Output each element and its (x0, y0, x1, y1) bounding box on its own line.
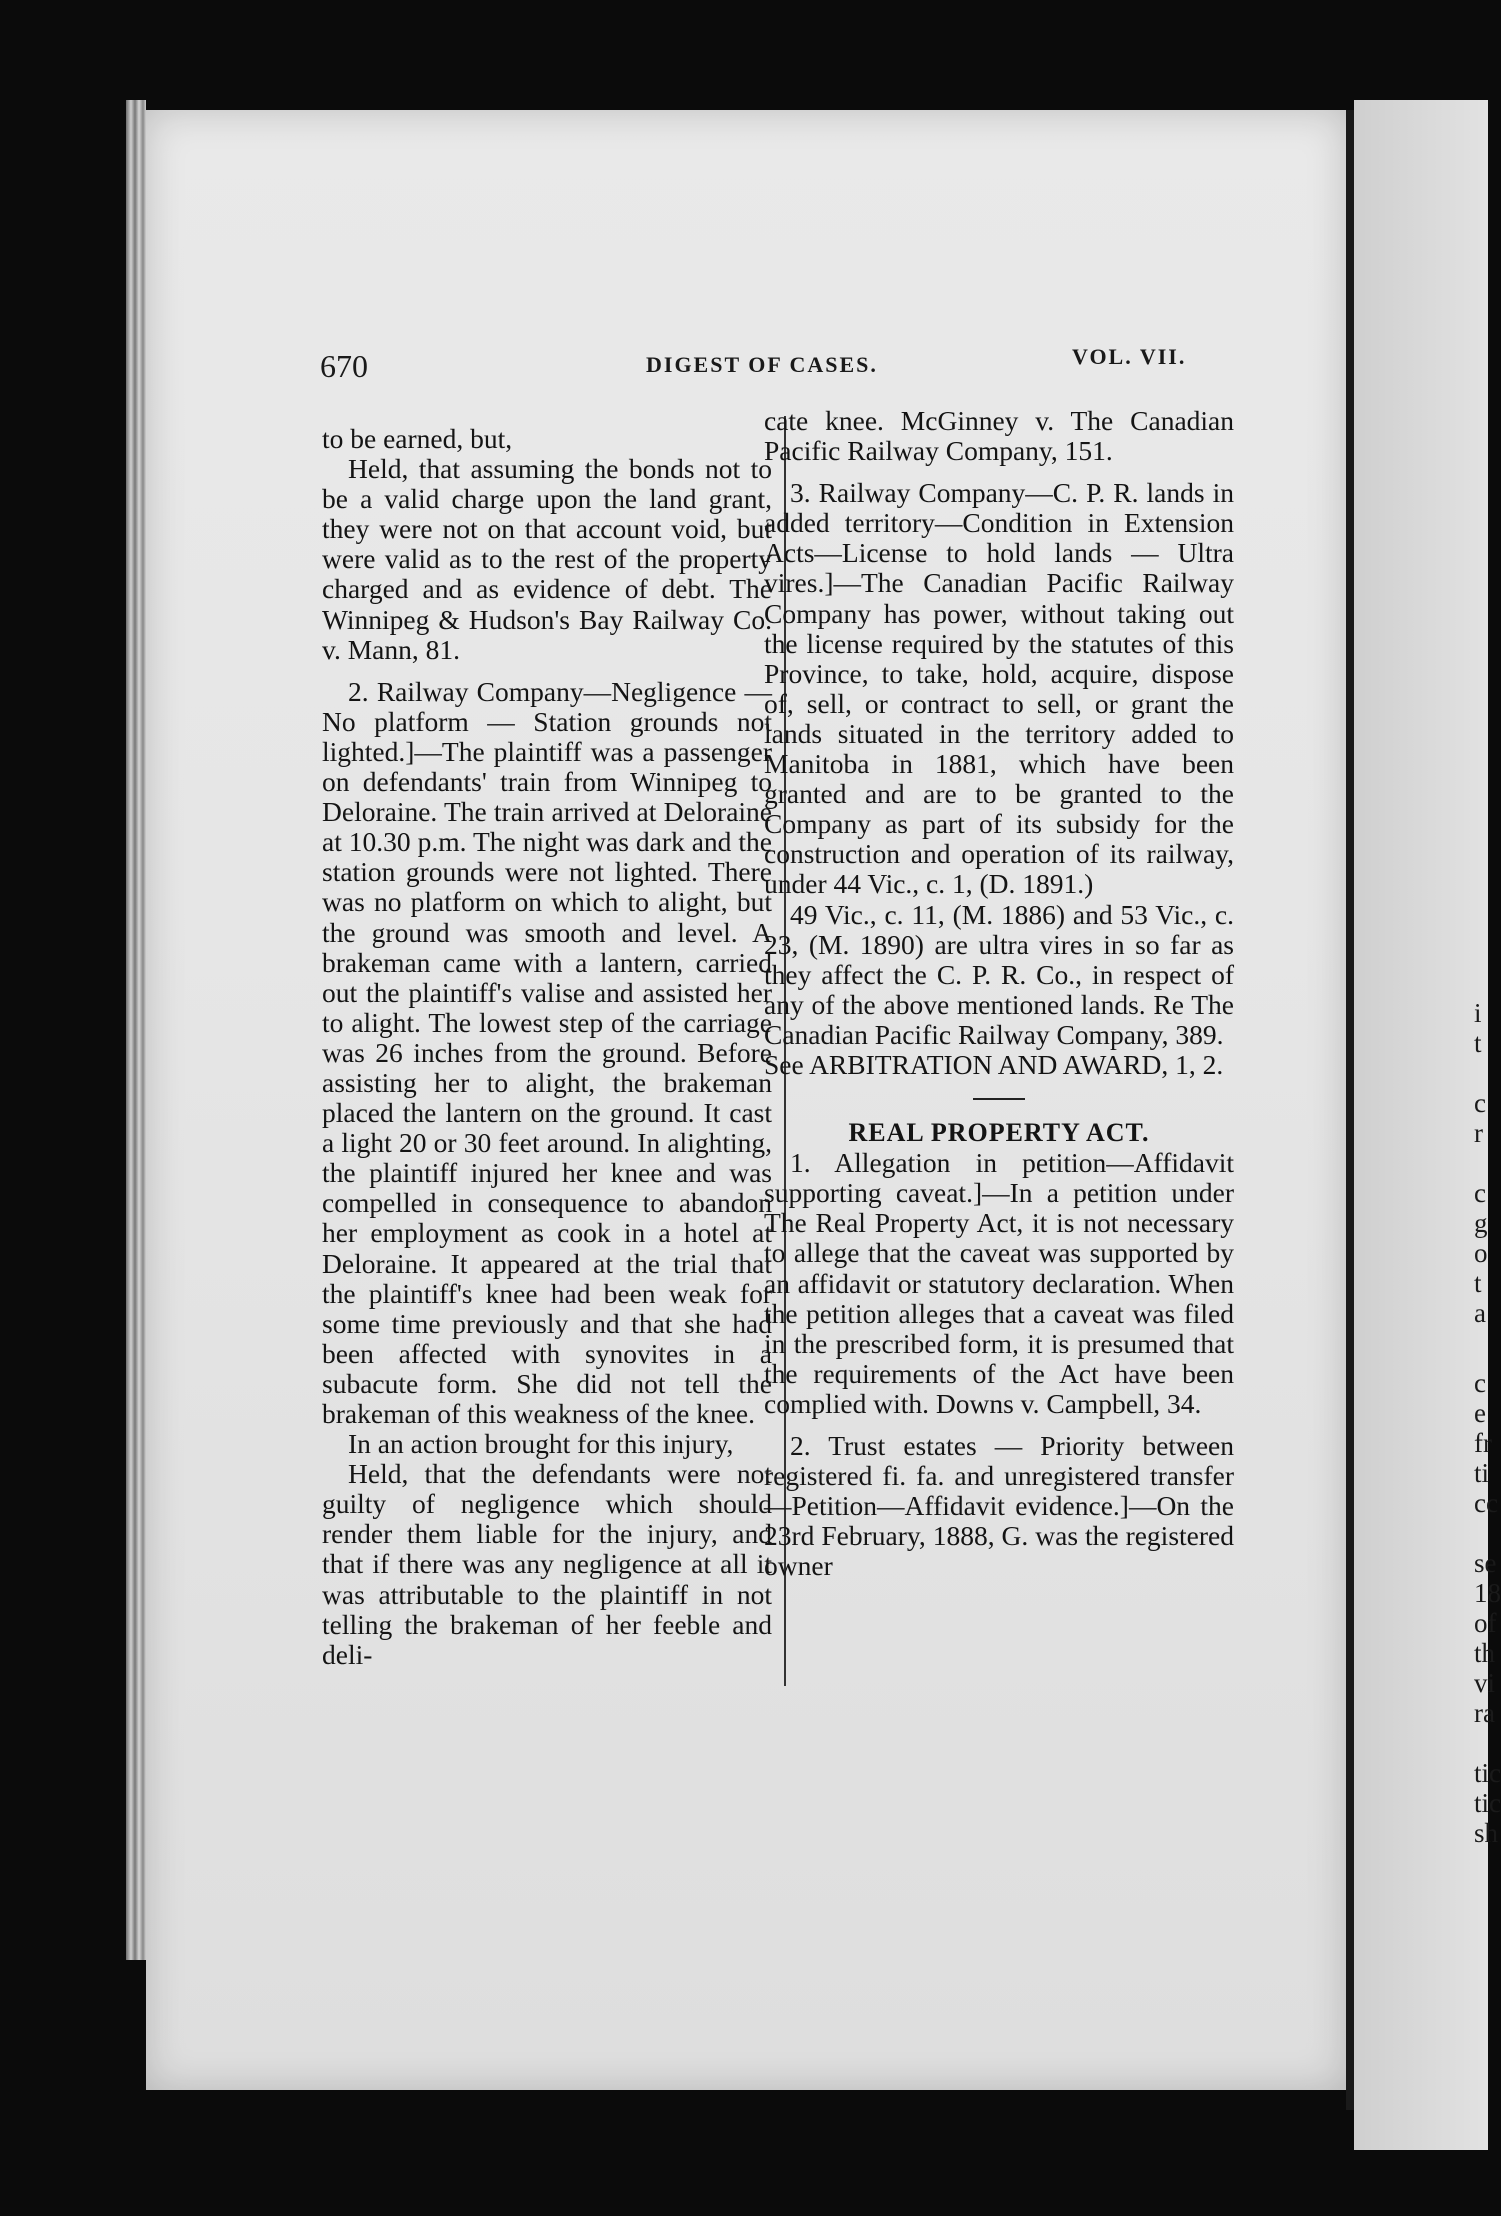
next-page-fragment: a (1474, 1298, 1486, 1328)
next-page-fragment: o (1474, 1238, 1488, 1268)
next-page-fragment: cc (1474, 1488, 1498, 1518)
paragraph: 3. Railway Company—C. P. R. lands in added territory—Condition in Extension Acts—License to hold lands — Ultra vires.]—The Canadian Pacific Railway Company has power, without taking out the license required by the statutes of this Province, to take, hold, acquire, dispose of, sell, or contract to sell, or grant the lands situated in the territory added to Manitoba in 1881, which have been granted and are to be granted to the Company as part of its subsidy for the construction and operation of its railway, under 44 Vic., c. 1, (D. 1891.) (764, 477, 1234, 900)
paragraph: Held, that assuming the bonds not to be a valid charge upon the land grant, they were not on that account void, but were valid as to the rest of the property charged and as evidence of debt. The Winnipeg & Hudson's Bay Railway Co. v. Mann, 81. (322, 453, 772, 665)
page-stack-edge (126, 100, 146, 1960)
next-page-fragment: c (1474, 1368, 1486, 1398)
next-page-fragment: t (1474, 1268, 1482, 1298)
next-page-fragment: t (1474, 1028, 1482, 1058)
paragraph: In an action brought for this injury, (348, 1428, 734, 1460)
next-page-fragment: of (1474, 1608, 1497, 1638)
paragraph: Held, that the defendants were not guilty of negligence which should render them liable for the injury, and that if there was any negligence at all it was attributable to the plaintiff in not telling the brakeman of her feeble and deli- (322, 1458, 772, 1670)
volume-label: VOL. VII. (1072, 344, 1187, 369)
next-page-fragment: e (1474, 1398, 1486, 1428)
next-page-fragment: c (1474, 1088, 1486, 1118)
next-page-fragment: g (1474, 1208, 1488, 1238)
next-page-fragment: vi (1474, 1668, 1496, 1698)
next-page-fragment: i (1474, 998, 1482, 1028)
next-page-fragment: ra (1474, 1698, 1495, 1728)
next-page-fragment: se (1474, 1548, 1497, 1578)
running-title: DIGEST OF CASES. (646, 352, 878, 377)
paragraph: cate knee. McGinney v. The Canadian Pacific Railway Company, 151. (764, 405, 1234, 467)
next-page-fragment: fr (1474, 1428, 1492, 1458)
paragraph: 49 Vic., c. 11, (M. 1886) and 53 Vic., c. 23, (M. 1890) are ultra vires in so far as they affect the C. P. R. Co., in respect of any of the above mentioned lands. Re The Canadian Pacific Railway Company, 389. (764, 898, 1234, 1050)
paragraph: 2. Railway Company—Negligence — No platform — Station grounds not lighted.]—The plaintiff was a passenger on defendants' train from Winnipeg to Deloraine. The train arrived at Deloraine at 10.30 p.m. The night was dark and the station grounds were not lighted. There was no platform on which to alight, but the ground was smooth and level. A brakeman came with a lantern, carried out the plaintiff's valise and assisted her to alight. The lowest step of the carriage was 26 inches from the ground. Before assisting her to alight, the brakeman placed the lantern on the ground. It cast a light 20 or 30 feet around. In alighting, the plaintiff injured her knee and was compelled in consequence to abandon her employment as cook in a hotel at Deloraine. It appeared at the trial that the plaintiff's knee had been weak for some time previously and that she had been affected with synovites in a subacute form. She did not tell the brakeman of this weakness of the knee. (322, 675, 772, 1429)
paragraph: to be earned, but, (322, 423, 513, 454)
see-also-reference: See ARBITRATION AND AWARD, 1, 2. (764, 1048, 1224, 1080)
next-page-fragment: c (1474, 1178, 1486, 1208)
next-page-fragment: tic (1474, 1788, 1501, 1818)
paragraph: 2. Trust estates — Priority between registered fi. fa. and unregistered transfer—Petition—Affidavit evidence.]—On the 23rd February, 1888, G. was the registered owner (764, 1430, 1234, 1582)
left-column (322, 424, 772, 1670)
book-gutter (1346, 110, 1354, 2110)
section-rule (973, 1098, 1025, 1100)
next-page-fragment: sh (1474, 1818, 1499, 1848)
next-page-fragment: th (1474, 1638, 1496, 1668)
paragraph: 1. Allegation in petition—Affidavit supporting caveat.]—In a petition under The Real Property Act, it is not necessary to allege that the caveat was supported by an affidavit or statutory declaration. When the petition alleges that a caveat was filed in the prescribed form, it is presumed that the requirements of the Act have been complied with. Downs v. Campbell, 34. (764, 1147, 1234, 1419)
next-page-fragment: 18 (1474, 1578, 1501, 1608)
next-page-fragment: ti (1474, 1458, 1490, 1488)
page-number: 670 (320, 348, 368, 384)
next-page-fragment: tic (1474, 1758, 1501, 1788)
right-column (764, 406, 1234, 1581)
next-page-fragment: r (1474, 1118, 1483, 1148)
section-heading: REAL PROPERTY ACT. (848, 1118, 1150, 1148)
page-header (170, 344, 1210, 388)
next-page-edge (1354, 100, 1488, 2150)
